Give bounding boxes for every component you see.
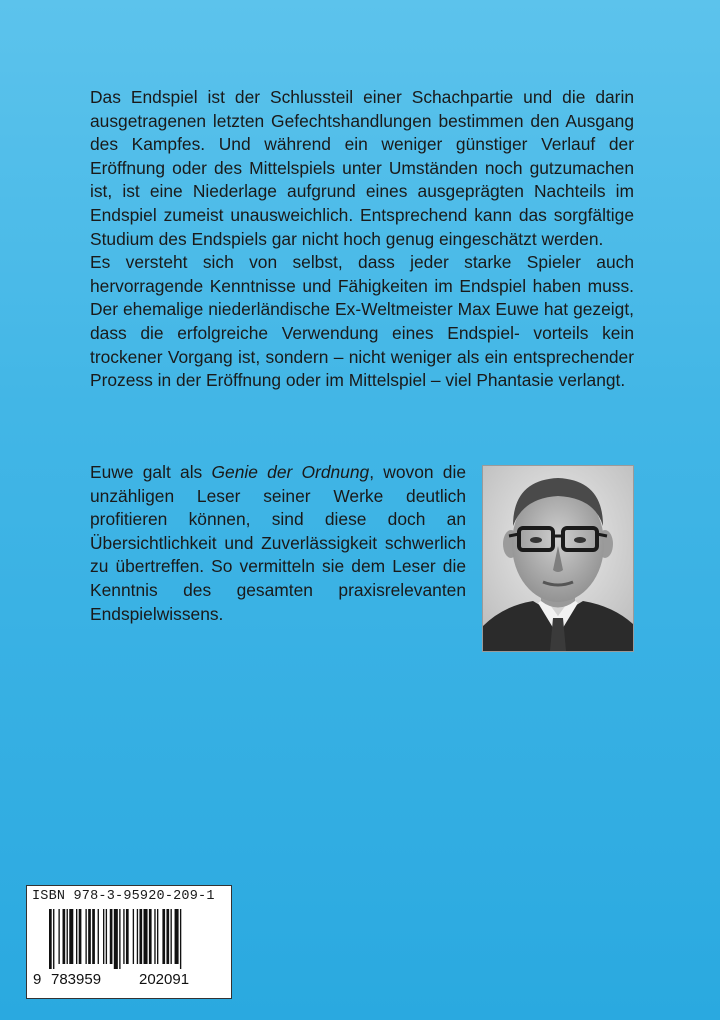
barcode-bar (58, 909, 59, 964)
barcode-digits-right: 202091 (139, 971, 190, 988)
description-text (90, 86, 634, 393)
barcode-bar (180, 909, 181, 969)
paragraph-2: Es versteht sich von selbst, dass jeder starke Spieler auch hervorragende Kenntnisse und Fähigkeiten im Endspiel haben muss. Der ehemalige niederländische Ex-Weltmeister Max Euwe hat gezeigt, dass die erfolgreiche Verwendung eines Endspiel- vorteils kein trockener Vorgang ist, sondern – nicht weniger als ein entsprechender Prozess in der Eröffnung oder im Mittelspiel – viel Phantasie verlangt. (90, 252, 634, 391)
author-portrait (482, 465, 634, 652)
barcode-bar (171, 909, 172, 964)
barcode-bar (49, 909, 52, 969)
barcode-bar (67, 909, 68, 964)
barcode-bar (76, 909, 77, 964)
barcode-bar (126, 909, 129, 964)
barcode-bar (175, 909, 179, 964)
barcode-bar (133, 909, 134, 964)
barcode-bar (92, 909, 95, 964)
barcode-digit-first: 9 (33, 971, 42, 988)
paragraph-1: Das Endspiel ist der Schlussteil einer Schachpartie und die darin ausgetragenen letzten Gefechtshandlungen bestimmen den Ausgang des Kampfes. Und während ein weniger günstiger Verlauf der Eröffnung oder des Mittelspiels unter Umständen noch gutzumachen ist, ist eine Niederlage aufgrund eines ausgeprägten Nachteils im Endspiel zumeist unausweichlich. Entsprechend kann das sorgfältige Studium des Endspiels gar nicht hoch genug eingeschätzt werden. (90, 87, 634, 249)
isbn-label: ISBN 978-3-95920-209-1 (32, 889, 215, 904)
isbn-barcode-box (26, 885, 232, 999)
bio-paragraph (90, 461, 466, 626)
barcode-digits-left: 783959 (51, 971, 102, 988)
barcode-bar (53, 909, 54, 969)
barcode-bar (85, 909, 86, 964)
barcode-bar (154, 909, 155, 964)
barcode (47, 909, 227, 969)
barcode-bar (88, 909, 91, 964)
barcode-bar (63, 909, 66, 964)
barcode-bar (139, 909, 142, 964)
bio-rest: , wovon die unzähligen Leser seiner Werke deutlich profitieren können, sind diese doch an Übersichtlichkeit und Zuverlässigkeit schwerlich zu übertreffen. So vermitteln sie dem Leser die Kenntnis des gesamten praxisrelevanten Endspielwissens. (90, 462, 466, 624)
author-bio (90, 461, 466, 626)
barcode-bar (119, 909, 120, 969)
barcode-bar (137, 909, 138, 964)
barcode-bar (149, 909, 152, 964)
barcode-bar (162, 909, 165, 964)
barcode-bar (157, 909, 158, 964)
barcode-bar (98, 909, 99, 964)
barcode-bar (106, 909, 107, 964)
barcode-bar (110, 909, 113, 964)
bio-italic-title: Genie der Ordnung (211, 462, 370, 482)
barcode-bar (69, 909, 73, 964)
barcode-bar (123, 909, 124, 964)
barcode-bar (103, 909, 104, 964)
barcode-bar (144, 909, 148, 964)
bio-lead: Euwe galt als (90, 462, 212, 482)
barcode-bar (166, 909, 169, 964)
barcode-bar (114, 909, 118, 969)
barcode-bar (79, 909, 82, 964)
